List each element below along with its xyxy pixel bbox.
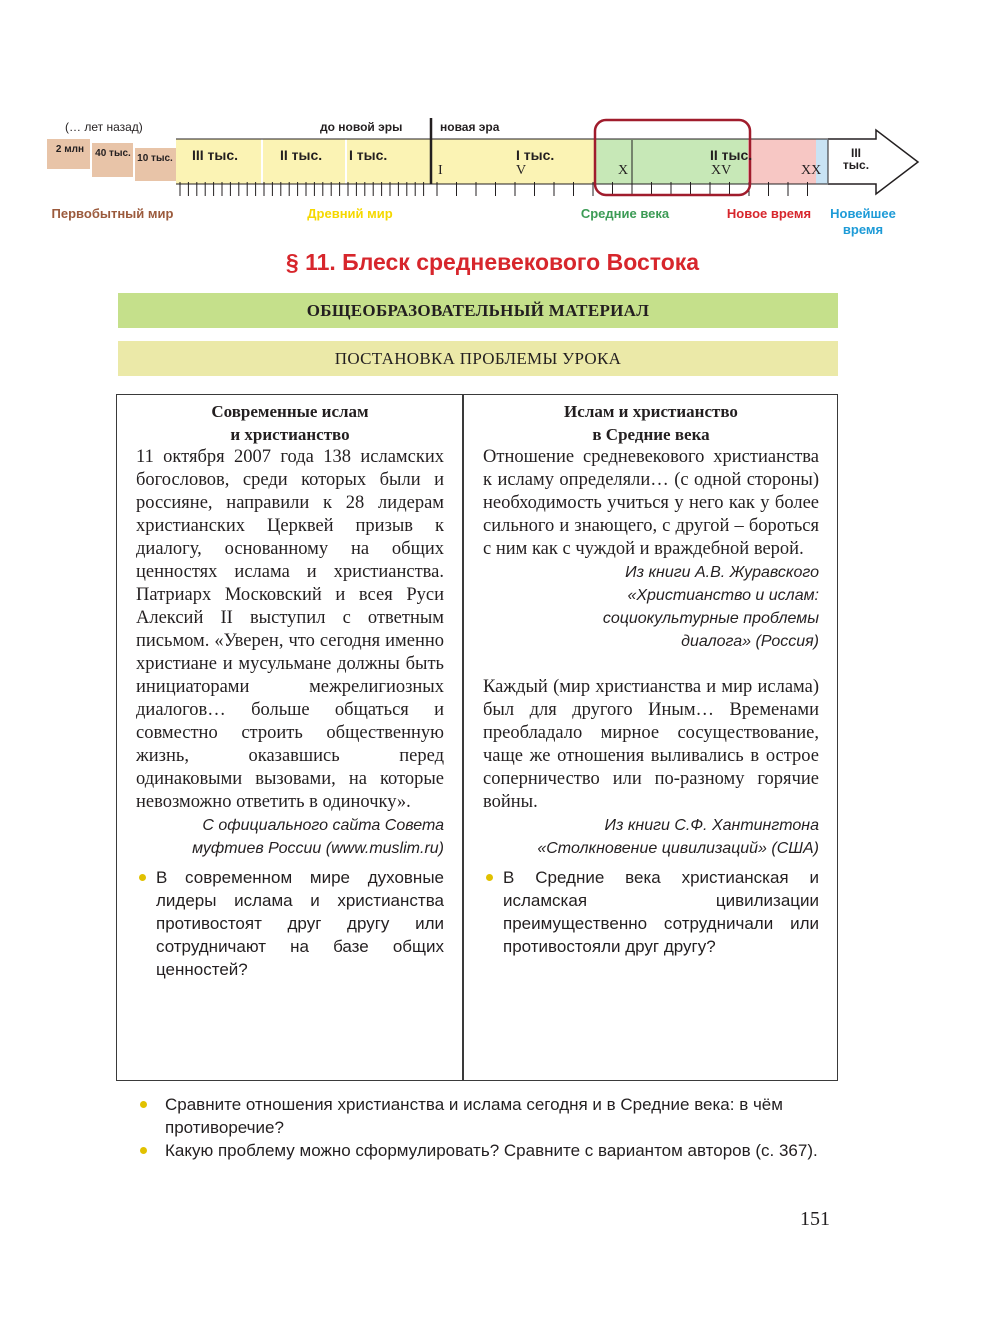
segment-third-mill-ce: III тыс. — [842, 146, 870, 172]
bullet-icon — [140, 1147, 147, 1154]
bottom-question-1 — [140, 1093, 840, 1139]
right-question — [483, 866, 819, 958]
right-source1-line4: диалога» (Россия) — [681, 633, 819, 650]
years-ago-note: (… лет назад) — [65, 120, 143, 134]
century-1: I — [438, 163, 443, 178]
left-text: 11 октября 2007 года 138 исламских богословов, среди которых были и россияне, направили к 28 лидерам христианских Церквей призыв к диалогу, основанному на общих ценностях ислама и христианства. Патриарх Московский и всея Руси Алексий II выступил с ответным письмом. «Уверен, что сегодня именно христиане и мусульмане должны быть инициаторами межрелигиозных диалогов… больше общаться и совместно строить общественную жизнь, оказавшись перед одинаковыми вызовами, на которые невозможно ответить в одиночку». — [136, 447, 444, 812]
era-primitive: Первобытный мир — [51, 206, 174, 221]
segment-third-mill-bce: III тыс. — [192, 147, 239, 163]
right-text-1: Отношение средневекового христианства к исламу определяли… (с одной стороны) необходимость учиться у него как у более сильного и знающего, с другой – бороться с ним как с чуждой и враждебной верой. — [483, 447, 819, 559]
right-column — [483, 400, 819, 958]
right-source1-line2: «Христианство и ислам: — [627, 587, 819, 604]
century-5: V — [516, 163, 527, 178]
bullet-icon — [140, 1101, 147, 1108]
section-title: § 11. Блеск средневекового Востока — [285, 249, 700, 275]
segment-40k: 40 тыс. — [95, 148, 131, 159]
right-source-2 — [483, 814, 819, 860]
right-heading-line2: в Средние века — [592, 425, 710, 444]
left-column — [136, 400, 444, 981]
left-heading-line2: и христианство — [230, 425, 350, 444]
left-heading — [136, 400, 444, 446]
ce-label: новая эра — [440, 120, 500, 134]
right-heading — [483, 400, 819, 446]
bullet-icon — [486, 874, 493, 881]
right-source1-line3: социокультурные проблемы — [602, 610, 819, 627]
column-divider — [462, 394, 464, 1081]
general-material-band: ОБЩЕОБРАЗОВАТЕЛЬНЫЙ МАТЕРИАЛ — [118, 293, 838, 328]
century-10: X — [618, 163, 629, 178]
bottom-question-1-text: Сравните отношения христианства и ислама сегодня и в Средние века: в чём противоречие? — [165, 1095, 783, 1137]
page-number: 151 — [800, 1208, 830, 1230]
segment-first-mill-bce: I тыс. — [349, 147, 388, 163]
segment-second-mill-bce: II тыс. — [280, 147, 323, 163]
bottom-question-2-text: Какую проблему можно сформулировать? Сравните с вариантом авторов (с. 367). — [165, 1141, 818, 1160]
era-middle-ages: Средние века — [580, 206, 670, 221]
century-20: XX — [801, 163, 822, 178]
left-source — [136, 814, 444, 860]
segment-10k: 10 тыс. — [137, 153, 173, 164]
right-text-2: Каждый (мир христианства и мир ислама) был для другого Иным… Временами преобладало мирное сосуществование, чаще же отношения выливались в острое соперничество или по-разному горячие войны. — [483, 677, 819, 812]
bullet-icon — [139, 874, 146, 881]
era-ancient: Древний мир — [307, 206, 393, 221]
segment-second-mill-ce: II тыс. — [710, 147, 753, 163]
left-question — [136, 866, 444, 981]
segment-2mln: 2 млн — [55, 144, 85, 155]
century-15: XV — [711, 163, 732, 178]
era-new-time: Новое время — [726, 206, 812, 221]
bce-label: до новой эры — [320, 120, 403, 134]
right-question-text: В Средние века христианская и исламская цивилизации преимущественно сотрудничали или противостояли друг другу? — [503, 868, 819, 956]
problem-statement-band: ПОСТАНОВКА ПРОБЛЕМЫ УРОКА — [118, 341, 838, 376]
right-source2-line2: «Столкновение цивилизаций» (США) — [537, 840, 819, 857]
left-heading-line1: Современные ислам — [211, 402, 369, 421]
left-source-line1: С официального сайта Совета — [202, 817, 444, 834]
bottom-question-2 — [140, 1139, 840, 1162]
era-newest-time: Новейшее время — [830, 206, 896, 237]
left-question-text: В современном мире духовные лидеры ислама и христианства противостоят друг другу или сотрудничают на базе общих ценностей? — [156, 868, 444, 979]
left-source-line2: муфтиев России (www.muslim.ru) — [192, 840, 444, 857]
right-source-1 — [483, 561, 819, 653]
right-heading-line1: Ислам и христианство — [564, 402, 738, 421]
right-source2-line1: Из книги С.Ф. Хантингтона — [604, 817, 819, 834]
right-source1-line1: Из книги А.В. Журавского — [625, 564, 819, 581]
segment-first-mill-ce: I тыс. — [516, 147, 555, 163]
